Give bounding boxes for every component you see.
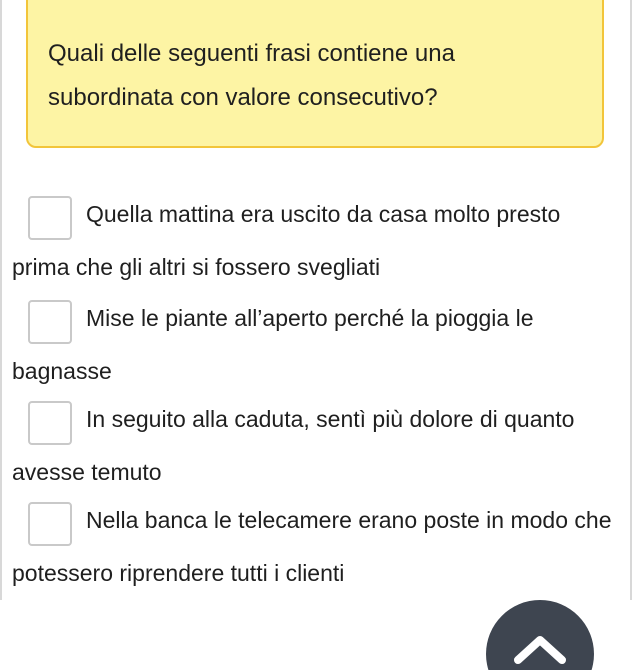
question-text: Quali delle seguenti frasi contiene una subordinata con valore consecutivo? <box>48 40 455 111</box>
option-4-text: Nella banca le telecamere erano poste in modo che potessero riprendere tutti i clienti <box>12 507 612 586</box>
scroll-up-button[interactable] <box>486 600 594 670</box>
chevron-up-icon <box>514 634 566 664</box>
answer-option-2[interactable] <box>0 292 632 396</box>
option-2-checkbox[interactable] <box>28 300 72 344</box>
question-card <box>26 0 604 148</box>
option-3-text: In seguito alla caduta, sentì più dolore di quanto avesse temuto <box>12 406 575 485</box>
answer-option-1[interactable] <box>0 188 632 292</box>
option-3-checkbox[interactable] <box>28 401 72 445</box>
option-4-checkbox[interactable] <box>28 502 72 546</box>
option-1-checkbox[interactable] <box>28 196 72 240</box>
answer-option-3[interactable] <box>0 393 632 497</box>
option-2-text: Mise le piante all’aperto perché la pioggia le bagnasse <box>12 305 534 384</box>
answer-option-4[interactable] <box>0 494 632 598</box>
option-1-text: Quella mattina era uscito da casa molto presto prima che gli altri si fossero svegliati <box>12 201 561 280</box>
